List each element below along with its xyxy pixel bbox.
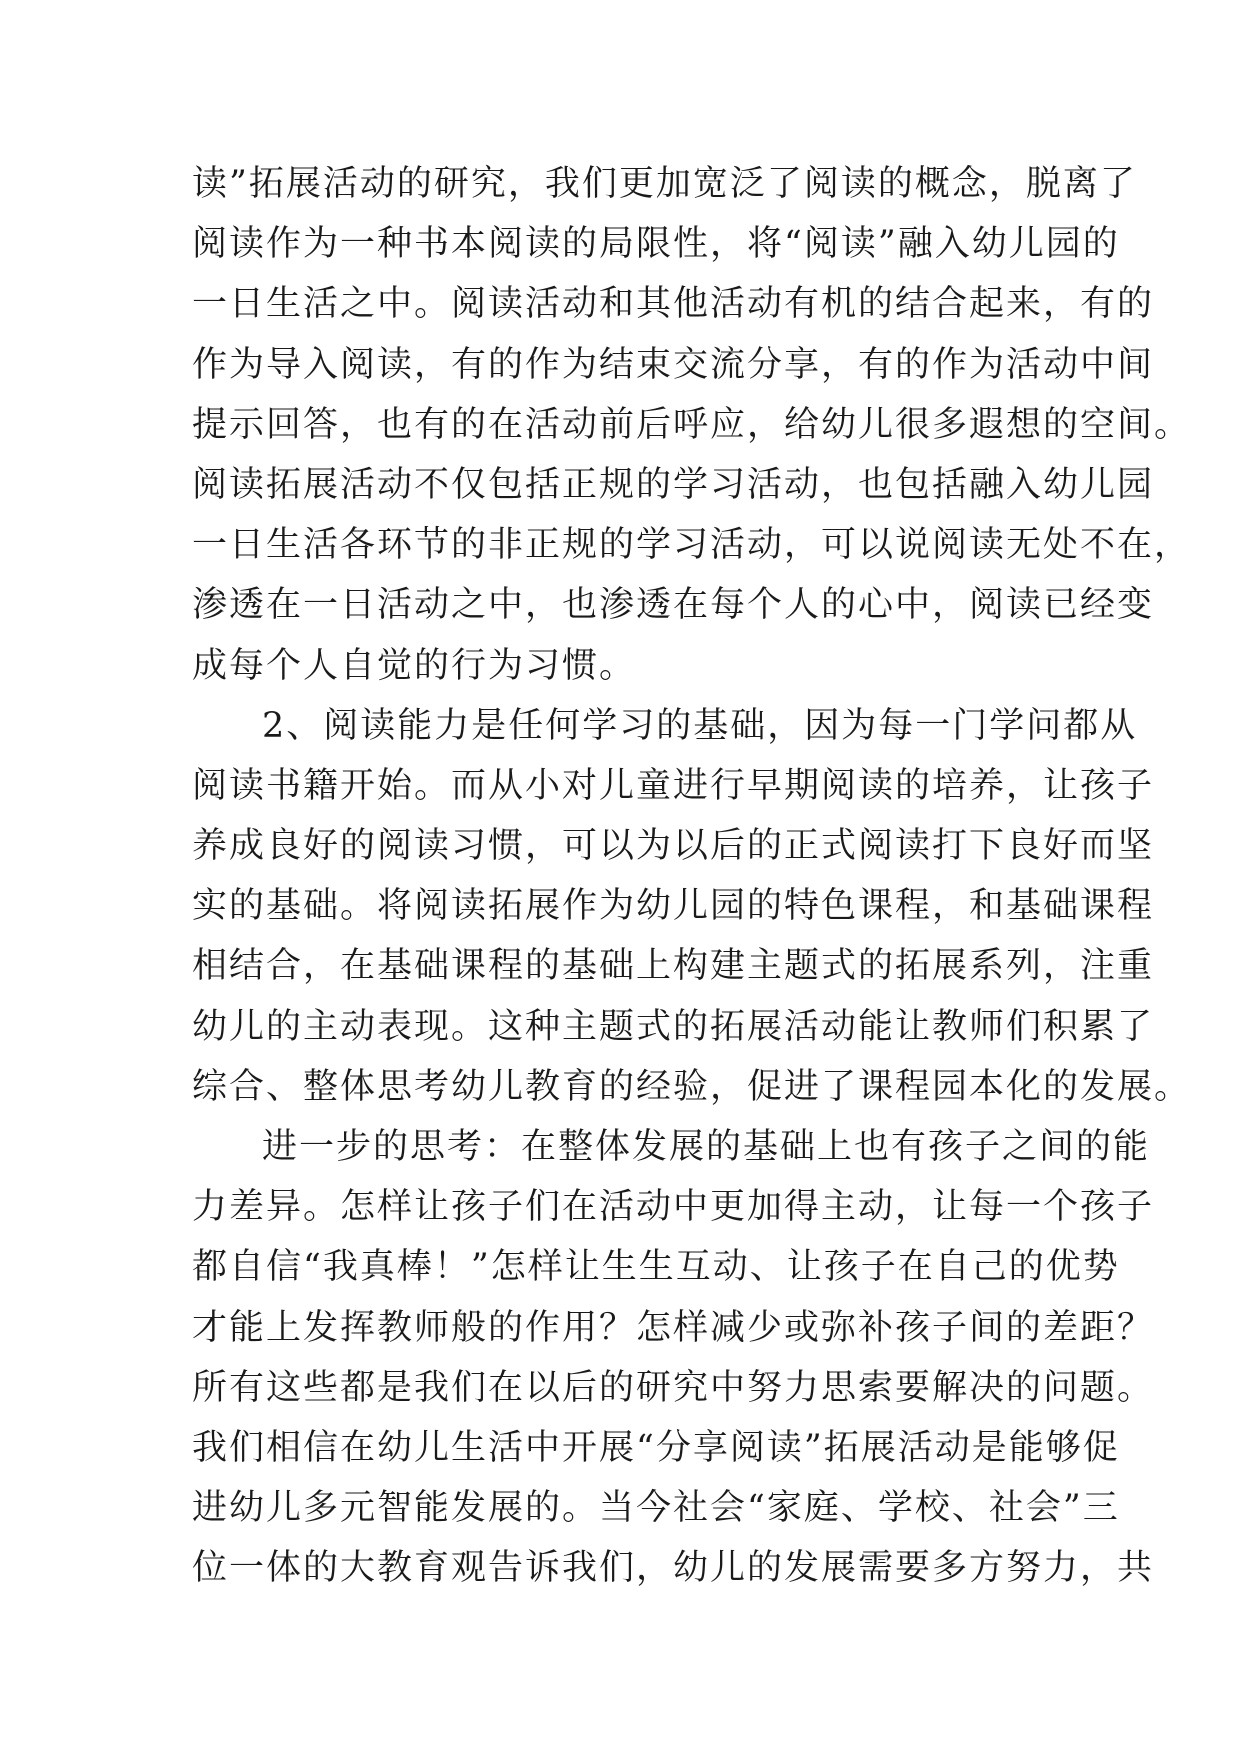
text-line: 相结合，在基础课程的基础上构建主题式的拓展系列，注重 bbox=[192, 946, 1155, 987]
paragraph-start-line: 进一步的思考：在整体发展的基础上也有孩子之间的能 bbox=[262, 1127, 1151, 1167]
text-line: 成每个人自觉的行为习惯。 bbox=[192, 645, 637, 686]
text-line: 养成良好的阅读习惯，可以为以后的正式阅读打下良好而坚 bbox=[192, 826, 1155, 867]
text-line: 综合、整体思考幼儿教育的经验，促进了课程园本化的发展。 bbox=[192, 1066, 1192, 1107]
text-line: 提示回答，也有的在活动前后呼应，给幼儿很多遐想的空间。 bbox=[192, 404, 1192, 445]
text-line: 一日生活各环节的非正规的学习活动，可以说阅读无处不在， bbox=[192, 525, 1192, 566]
text-line: 幼儿的主动表现。这种主题式的拓展活动能让教师们积累了 bbox=[192, 1006, 1155, 1047]
text-line: 一日生活之中。阅读活动和其他活动有机的结合起来，有的 bbox=[192, 284, 1155, 325]
text-line: 作为导入阅读，有的作为结束交流分享，有的作为活动中间 bbox=[192, 344, 1155, 385]
text-line: 位一体的大教育观告诉我们，幼儿的发展需要多方努力，共 bbox=[192, 1548, 1155, 1589]
text-line: 渗透在一日活动之中，也渗透在每个人的心中，阅读已经变 bbox=[192, 585, 1155, 626]
text-line: 都自信“我真棒！”怎样让生生互动、让孩子在自己的优势 bbox=[192, 1247, 1120, 1288]
text-line: 我们相信在幼儿生活中开展“分享阅读”拓展活动是能够促 bbox=[192, 1427, 1120, 1468]
text-line: 所有这些都是我们在以后的研究中努力思索要解决的问题。 bbox=[192, 1367, 1155, 1408]
text-line: 阅读作为一种书本阅读的局限性，将“阅读”融入幼儿园的 bbox=[192, 224, 1120, 265]
text-line: 阅读书籍开始。而从小对儿童进行早期阅读的培养，让孩子 bbox=[192, 765, 1155, 806]
text-line: 实的基础。将阅读拓展作为幼儿园的特色课程，和基础课程 bbox=[192, 886, 1155, 927]
text-line: 进幼儿多元智能发展的。当今社会“家庭、学校、社会”三 bbox=[192, 1488, 1120, 1529]
text-line: 力差异。怎样让孩子们在活动中更加得主动，让每一个孩子 bbox=[192, 1187, 1155, 1228]
text-line: 读”拓展活动的研究，我们更加宽泛了阅读的概念，脱离了 bbox=[192, 164, 1137, 204]
text-line: 阅读拓展活动不仅包括正规的学习活动，也包括融入幼儿园 bbox=[192, 464, 1155, 505]
body-text bbox=[192, 154, 1192, 1599]
paragraph-start-line: 2、阅读能力是任何学习的基础，因为每一门学问都从 bbox=[262, 705, 1138, 746]
text-line: 才能上发挥教师般的作用？怎样减少或弥补孩子间的差距？ bbox=[192, 1307, 1155, 1348]
